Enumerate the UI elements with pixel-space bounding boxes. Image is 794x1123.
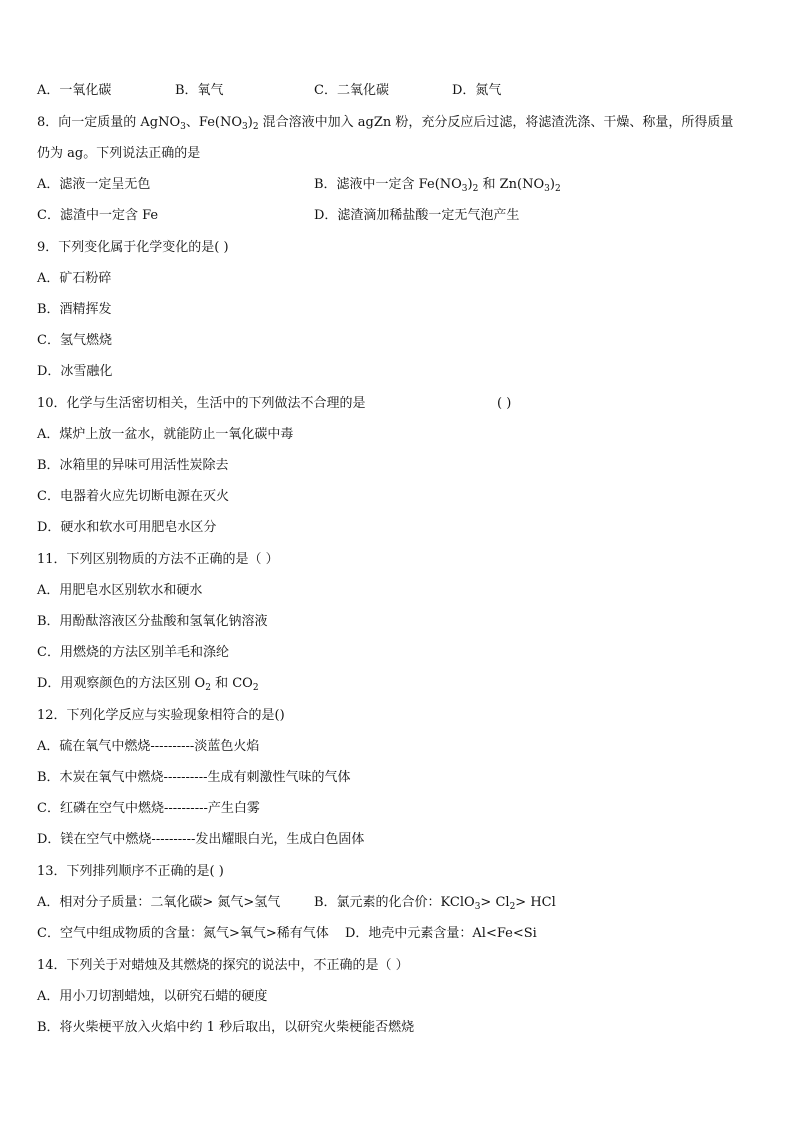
q10-option-b: B．冰箱里的异味可用活性炭除去 bbox=[37, 458, 229, 473]
q13-option-c: C．空气中组成物质的含量：氮气>氧气>稀有气体 bbox=[37, 926, 329, 941]
q7-option-c: C．二氧化碳 bbox=[314, 83, 389, 98]
q8-option-a: A．滤液一定呈无色 bbox=[37, 177, 151, 192]
q9-option-c: C．氢气燃烧 bbox=[37, 333, 112, 348]
q13-option-d: D．地壳中元素含量：Al<Fe<Si bbox=[345, 926, 537, 941]
q13-option-b: B．氯元素的化合价：KClO$_3$> $Cl_2>$ HCl bbox=[314, 895, 556, 912]
q9-stem: 9．下列变化属于化学变化的是( ) bbox=[37, 240, 229, 255]
q7-option-b: B．氧气 bbox=[175, 83, 224, 98]
q7-option-a: A．一氧化碳 bbox=[37, 83, 112, 98]
q8-stem-line2: 仍为 ag。下列说法正确的是 bbox=[37, 146, 201, 161]
q10-answer-paren: ( ) bbox=[497, 396, 512, 411]
q9-option-a: A．矿石粉碎 bbox=[37, 271, 112, 286]
q12-option-d: D．镁在空气中燃烧----------发出耀眼白光，生成白色固体 bbox=[37, 832, 365, 847]
q11-option-b: B．用酚酞溶液区分盐酸和氢氧化钠溶液 bbox=[37, 614, 268, 629]
q12-stem: 12．下列化学反应与实验现象相符合的是() bbox=[37, 708, 285, 723]
q11-option-c: C．用燃烧的方法区别羊毛和涤纶 bbox=[37, 645, 229, 660]
q14-option-b: B．将火柴梗平放入火焰中约 1 秒后取出，以研究火柴梗能否燃烧 bbox=[37, 1020, 415, 1035]
q14-stem: 14．下列关于对蜡烛及其燃烧的探究的说法中，不正确的是（ ） bbox=[37, 958, 409, 973]
q11-stem: 11．下列区别物质的方法不正确的是（ ） bbox=[37, 552, 279, 567]
q11-option-d: D．用观察颜色的方法区别 $O_2$ 和 $CO_2$ bbox=[37, 676, 259, 693]
q8-option-c: C．滤渣中一定含 Fe bbox=[37, 208, 159, 223]
q7-option-d: D．氮气 bbox=[452, 83, 502, 98]
q10-stem: 10．化学与生活密切相关，生活中的下列做法不合理的是 bbox=[37, 396, 366, 411]
q9-option-d: D．冰雪融化 bbox=[37, 364, 113, 379]
q11-option-a: A．用肥皂水区别软水和硬水 bbox=[37, 583, 203, 598]
q10-option-a: A．煤炉上放一盆水，就能防止一氧化碳中毒 bbox=[37, 427, 294, 442]
q12-option-a: A．硫在氧气中燃烧----------淡蓝色火焰 bbox=[37, 739, 260, 754]
q10-option-d: D．硬水和软水可用肥皂水区分 bbox=[37, 520, 217, 535]
q8-option-b: B．滤液中一定含 $Fe(NO_3)_2$ 和 $Zn(NO_3)_2$ bbox=[314, 177, 561, 194]
q12-option-b: B．木炭在氧气中燃烧----------生成有刺激性气味的气体 bbox=[37, 770, 351, 785]
q9-option-b: B．酒精挥发 bbox=[37, 302, 112, 317]
q13-option-a: A．相对分子质量：二氧化碳> 氮气>氢气 bbox=[37, 895, 281, 910]
q12-option-c: C．红磷在空气中燃烧----------产生白雾 bbox=[37, 801, 260, 816]
q10-option-c: C．电器着火应先切断电源在灭火 bbox=[37, 489, 229, 504]
q14-option-a: A．用小刀切割蜡烛，以研究石蜡的硬度 bbox=[37, 989, 268, 1004]
q13-stem: 13．下列排列顺序不正确的是( ) bbox=[37, 864, 224, 879]
q8-option-d: D．滤渣滴加稀盐酸一定无气泡产生 bbox=[314, 208, 520, 223]
q8-stem-line1: 8．向一定质量的 AgNO$_3$、$Fe(NO_3)_2$ 混合溶液中加入 agZn 粉，充分反应后过滤，将滤渣洗涤、干燥、称量，所得质量 bbox=[37, 115, 734, 132]
